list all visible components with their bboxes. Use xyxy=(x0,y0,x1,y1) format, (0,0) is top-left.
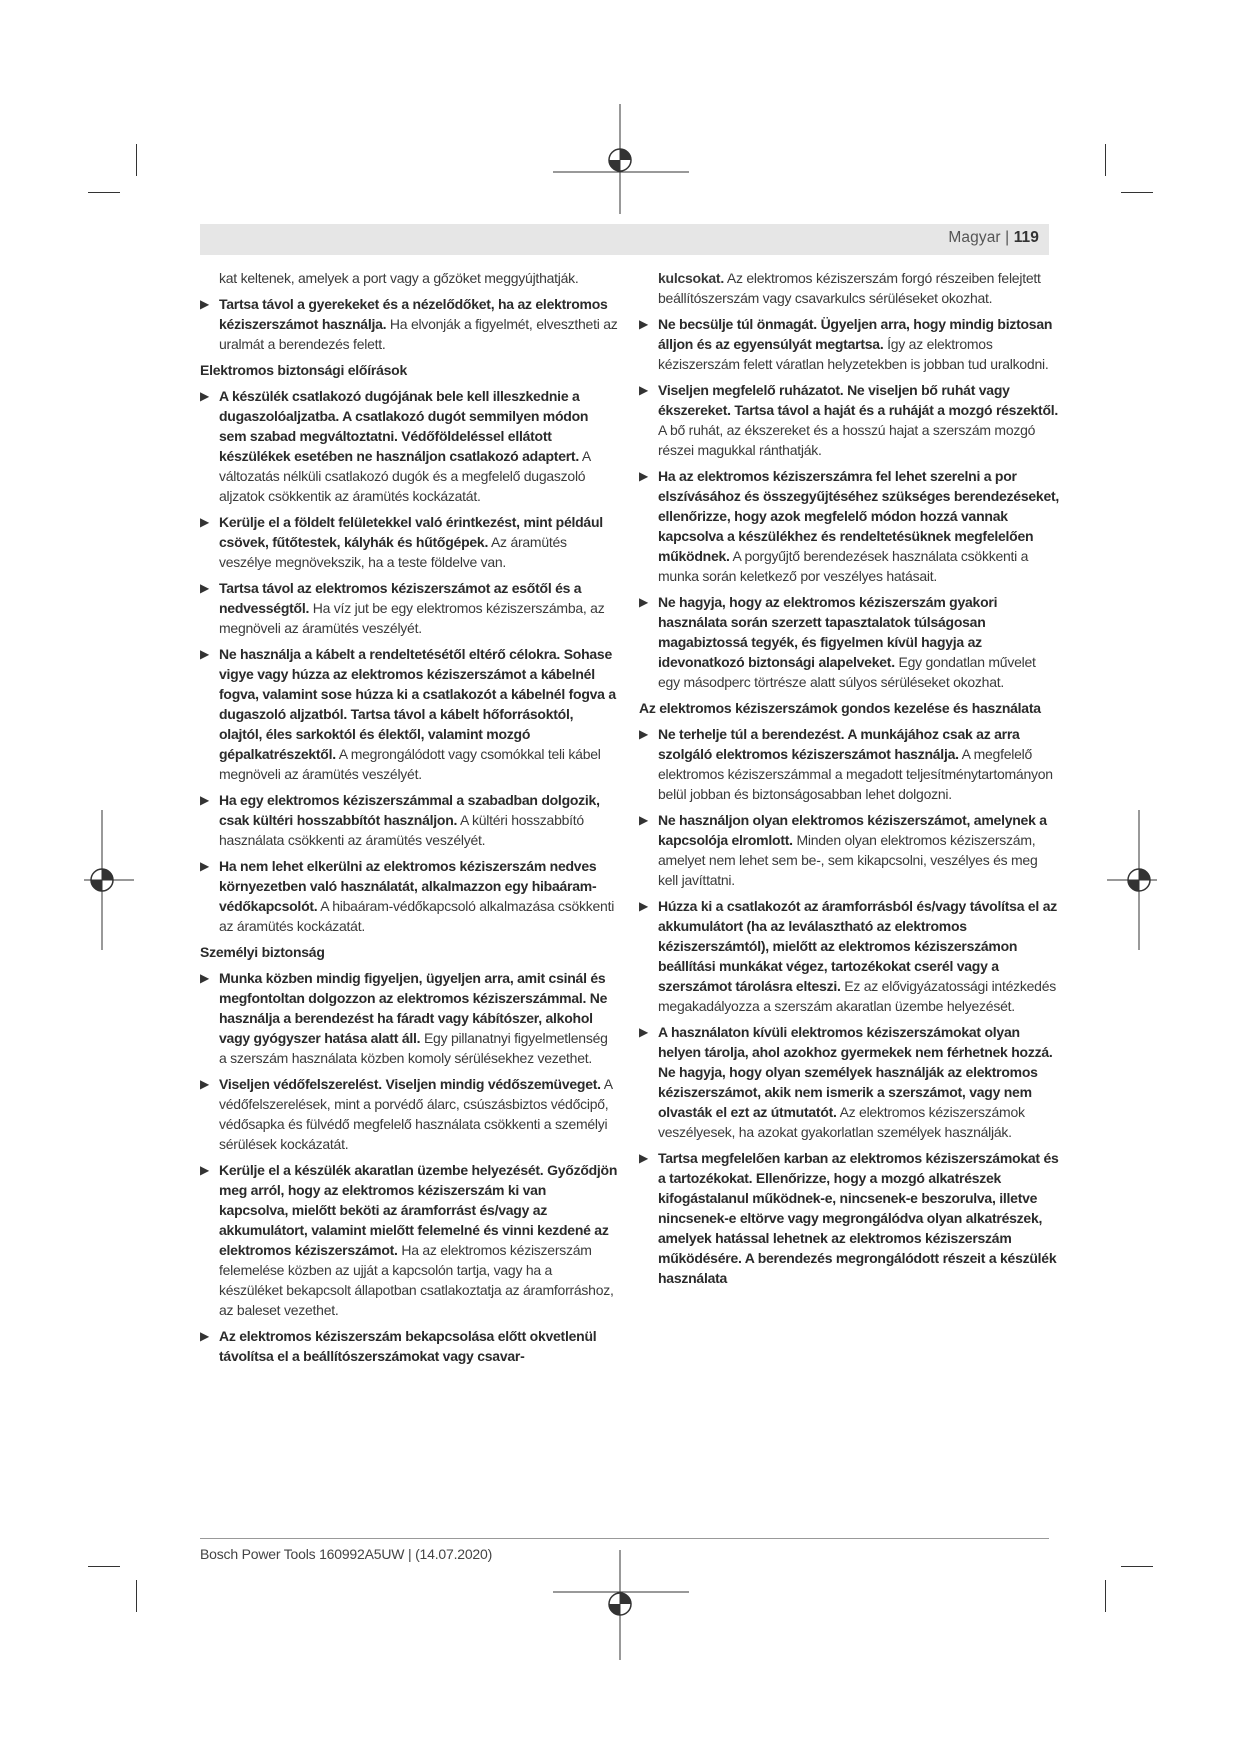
bullet-arrow-icon: ▶ xyxy=(200,1163,209,1177)
safety-item: ▶ Az elektromos kéziszerszám bekapcsolása előtt okvetlenül távolítsa el a beállítószerszámokat vagy csavar- xyxy=(200,1328,597,1364)
bullet-arrow-icon: ▶ xyxy=(200,859,209,873)
bullet-arrow-icon: ▶ xyxy=(639,813,648,827)
bullet-arrow-icon: ▶ xyxy=(639,317,648,331)
header-separator: | xyxy=(1005,229,1010,246)
safety-item: ▶ Munka közben mindig figyeljen, ügyeljen arra, amit csinál és megfontoltan dolgozzon az elektromos kéziszerszámmal. Ne használja a berendezést ha fáradt vagy kábítószer, alkohol vagy gyógyszer hatása alatt áll. Egy pillanatnyi figyelmetlenség a szerszám használata közben komoly sérülésekhez vezethet. xyxy=(200,970,608,1066)
safety-item: ▶ A használaton kívüli elektromos kéziszerszámokat olyan helyen tárolja, ahol azokhoz gyermekek nem férhetnek hozzá. Ne hagyja, hogy olyan személyek használják az elektromos kéziszerszámot, akik nem ismerik a szerszámot, vagy nem olvasták el ezt az útmutatót. Az elektromos kéziszerszámok veszélyesek, ha azokat gyakorlatlan személyek használják. xyxy=(639,1024,1053,1140)
bullet-arrow-icon: ▶ xyxy=(200,297,209,311)
footer-text: Bosch Power Tools 160992A5UW | (14.07.2020) xyxy=(200,1546,493,1562)
page-header xyxy=(200,224,1049,255)
footer-divider xyxy=(200,1538,1049,1539)
bullet-arrow-icon: ▶ xyxy=(200,1329,209,1343)
bullet-arrow-icon: ▶ xyxy=(639,595,648,609)
safety-item: ▶ Tartsa távol a gyerekeket és a nézelődőket, ha az elektromos kéziszerszámot használja. Ha elvonják a figyelmét, elvesztheti az uralmát a berendezés felett. xyxy=(200,296,618,352)
safety-item: ▶ Ne hagyja, hogy az elektromos kéziszerszám gyakori használata során szerzett tapasztalatok túlságosan magabiztossá tegyék, és figyelmen kívül hagyja az idevonatkozó biztonsági alapelveket. Egy gondatlan művelet egy másodperc törtrésze alatt súlyos sérüléseket okozhat. xyxy=(639,594,1036,690)
continued-text: kat keltenek, amelyek a port vagy a gőzöket meggyújthatják. xyxy=(219,270,579,286)
crop-mark xyxy=(1105,1580,1106,1612)
header-text xyxy=(948,229,1039,247)
header-language: Magyar xyxy=(948,229,1001,246)
safety-item: ▶ Ne becsülje túl önmagát. Ügyeljen arra, hogy mindig biztosan álljon és az egyensúlyát megtartsa. Így az elektromos kéziszerszám felett váratlan helyzetekben is jobban tud uralkodni. xyxy=(639,316,1053,372)
bullet-arrow-icon: ▶ xyxy=(639,469,648,483)
safety-item: ▶ Viseljen megfelelő ruházatot. Ne viseljen bő ruhát vagy ékszereket. Tartsa távol a haját és a ruháját a mozgó részektől. A bő ruhát, az ékszereket és a hosszú hajat a szerszám mozgó részei magukkal ránthatják. xyxy=(639,382,1059,458)
bullet-arrow-icon: ▶ xyxy=(200,1077,209,1091)
bullet-arrow-icon: ▶ xyxy=(200,581,209,595)
crop-mark xyxy=(1121,192,1153,193)
bullet-arrow-icon: ▶ xyxy=(639,1025,648,1039)
safety-item: ▶ Tartsa megfelelően karban az elektromos kéziszerszámokat és a tartozékokat. Ellenőrizze, hogy a mozgó alkatrészek kifogástalanul működnek-e, nincsenek-e beszorulva, illetve nincsenek-e eltörve vagy megrongálódva olyan alkatrészek, amelyek hatással lehetnek az elektromos kéziszerszám működésére. A berendezés megrongálódott részeit a készülék használata xyxy=(639,1150,1059,1286)
registration-mark-top xyxy=(553,104,689,214)
continued-text: kulcsokat. Az elektromos kéziszerszám forgó részeiben felejtett beállítószerszám vagy csavarkulcs sérüléseket okozhat. xyxy=(658,270,1041,306)
safety-item: ▶ Viseljen védőfelszerelést. Viseljen mindig védőszemüveget. A védőfelszerelések, mint a porvédő álarc, csúszásbiztos védőcipő, védősapka és fülvédő megfelelő használata csökkenti a személyi sérülések kockázatát. xyxy=(200,1076,613,1152)
safety-item: ▶ A készülék csatlakozó dugójának bele kell illeszkednie a dugaszolóaljzatba. A csatlakozó dugót semmilyen módon sem szabad megváltoztatni. Védőföldeléssel ellátott készülékek esetében ne használjon csatlakozó adaptert. A változatás nélküli csatlakozó dugók és a megfelelő dugaszoló aljzatok csökkentik az áramütés kockázatát. xyxy=(200,388,591,504)
crop-mark xyxy=(88,192,120,193)
crop-mark xyxy=(136,144,137,176)
bullet-arrow-icon: ▶ xyxy=(200,389,209,403)
safety-item: ▶ Tartsa távol az elektromos kéziszerszámot az esőtől és a nedvességtől. Ha víz jut be egy elektromos kéziszerszámba, az megnöveli az áramütés veszélyét. xyxy=(200,580,605,636)
safety-item: ▶ Ne terhelje túl a berendezést. A munkájához csak az arra szolgáló elektromos kéziszerszámot használja. A megfelelő elektromos kéziszerszámmal a megadott teljesítménytartományon belül jobban és biztonságosabban lehet dolgozni. xyxy=(639,726,1053,802)
right-column xyxy=(639,268,1060,1294)
section-heading-tool-care: Az elektromos kéziszerszámok gondos kezelése és használata xyxy=(639,700,1041,716)
bullet-arrow-icon: ▶ xyxy=(639,1151,648,1165)
safety-item: ▶ Ne használja a kábelt a rendeltetésétől eltérő célokra. Sohase vigye vagy húzza az elektromos kéziszerszámot a kábelnél fogva, valamint sose húzza ki a csatlakozót a kábelnél fogva a dugaszoló aljzatból. Tartsa távol a kábelt hőforrásoktól, olajtól, éles sarkoktól és élektől, valamint mozgó gépalkatrészektől. A megrongálódott vagy csomókkal teli kábel megnöveli az áramütés veszélyét. xyxy=(200,646,616,782)
safety-item: ▶ Kerülje el a készülék akaratlan üzembe helyezését. Győződjön meg arról, hogy az elektromos kéziszerszám ki van kapcsolva, mielőtt beköti az áramforrást és/vagy az akkumulátort, valamint mielőtt felemelné és vinni kezdené az elektromos kéziszerszámot. Ha az elektromos kéziszerszám felemelése közben az ujját a kapcsolón tartja, vagy ha a készüléket bekapcsolt állapotban csatlakoztatja az áramforráshoz, az baleset vezethet. xyxy=(200,1162,618,1318)
bullet-arrow-icon: ▶ xyxy=(200,647,209,661)
bullet-arrow-icon: ▶ xyxy=(200,793,209,807)
bullet-arrow-icon: ▶ xyxy=(639,727,648,741)
crop-mark xyxy=(136,1580,137,1612)
page-number: 119 xyxy=(1013,229,1039,246)
bullet-arrow-icon: ▶ xyxy=(639,383,648,397)
crop-mark xyxy=(1121,1566,1153,1567)
safety-item: ▶ Ha nem lehet elkerülni az elektromos kéziszerszám nedves környezetben való használatát, alkalmazzon egy hibaáram-védőkapcsolót. A hibaáram-védőkapcsoló alkalmazása csökkenti az áramütés kockázatát. xyxy=(200,858,615,934)
crop-mark xyxy=(88,1566,120,1567)
section-heading-electrical: Elektromos biztonsági előírások xyxy=(200,362,407,378)
crop-mark xyxy=(1105,144,1106,176)
safety-item: ▶ Húzza ki a csatlakozót az áramforrásból és/vagy távolítsa el az akkumulátort (ha az leválasztható az elektromos kéziszerszámtól), mielőtt az elektromos kéziszerszámon beállítási munkákat végez, tartozékokat cserél vagy a szerszámot tárolásra elteszi. Ez az elővigyázatossági intézkedés megakadályozza a szerszám akaratlan üzembe helyezését. xyxy=(639,898,1057,1014)
bullet-arrow-icon: ▶ xyxy=(639,899,648,913)
safety-item: ▶ Ne használjon olyan elektromos kéziszerszámot, amelynek a kapcsolója elromlott. Minden olyan elektromos kéziszerszám, amelyet nem lehet sem be-, sem kikapcsolni, veszélyes és meg kell javíttatni. xyxy=(639,812,1047,888)
safety-item: ▶ Ha az elektromos kéziszerszámra fel lehet szerelni a por elszívásához és összegyűjtéséhez szükséges berendezéseket, ellenőrizze, hogy azok megfelelő módon hozzá vannak kapcsolva a készülékhez és rendeltetésüknek megfelelően működnek. A porgyűjtő berendezések használata csökkenti a munka során keletkező por veszélyes hatásait. xyxy=(639,468,1060,584)
registration-mark-left xyxy=(84,810,134,950)
bullet-arrow-icon: ▶ xyxy=(200,971,209,985)
registration-mark-right xyxy=(1107,810,1157,950)
bullet-arrow-icon: ▶ xyxy=(200,515,209,529)
section-heading-personal: Személyi biztonság xyxy=(200,944,325,960)
safety-item: ▶ Kerülje el a földelt felületekkel való érintkezést, mint például csövek, fűtőtestek, kályhák és hűtőgépek. Az áramütés veszélye megnövekszik, ha a teste földelve van. xyxy=(200,514,603,570)
left-column xyxy=(200,268,618,1372)
safety-item: ▶ Ha egy elektromos kéziszerszámmal a szabadban dolgozik, csak kültéri hosszabbítót használjon. A kültéri hosszabbító használata csökkenti az áramütés veszélyét. xyxy=(200,792,600,848)
registration-mark-bottom xyxy=(553,1550,689,1660)
